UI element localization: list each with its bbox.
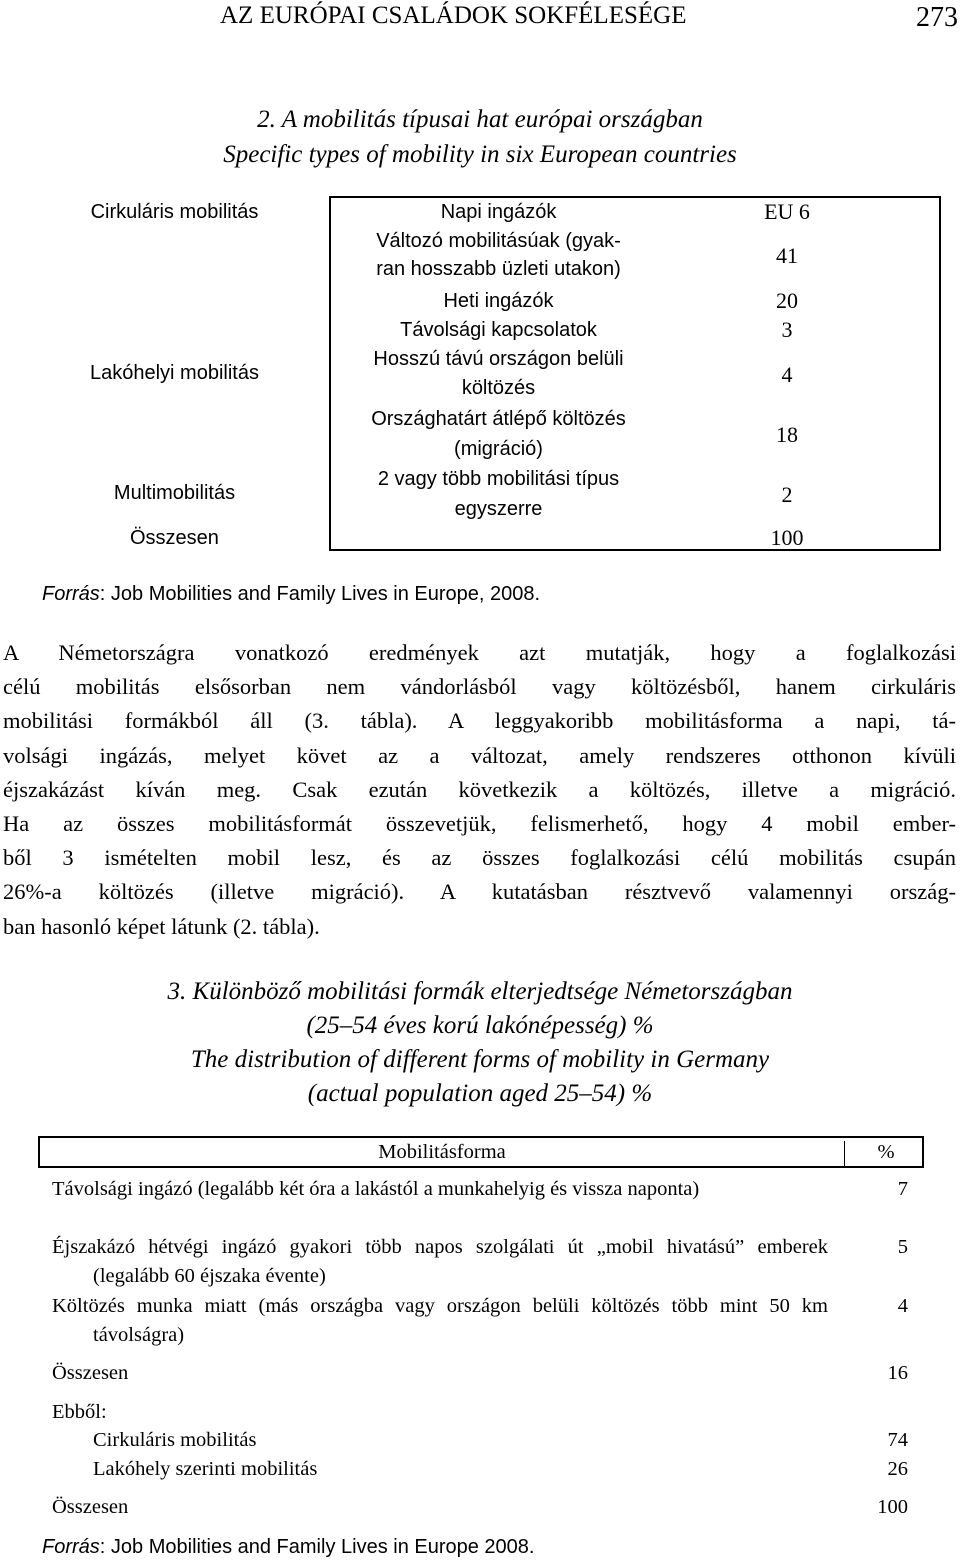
- group-residential: Lakóhelyi mobilitás: [90, 362, 259, 384]
- table2-header: [38, 1136, 924, 1168]
- body-line: mobilitási formákból áll (3. tábla). A leggyakoribb mobilitásforma a napi, tá-: [3, 708, 956, 734]
- row-circular: Cirkuláris mobilitás: [93, 1429, 257, 1451]
- body-line: A Németországra vonatkozó eredmények azt mutatják, hogy a foglalkozási: [3, 640, 956, 665]
- type-multi-1: 2 vagy több mobilitási típus: [377, 468, 620, 490]
- row-value: 74: [887, 1429, 908, 1451]
- body-paragraph: [3, 636, 956, 944]
- body-line: ban hasonló képet látunk (2. tábla).: [3, 913, 320, 939]
- row-text: [52, 1292, 828, 1350]
- body-line: 26%-a költözés (illetve migráció). A kutatásban résztvevő valamennyi ország-: [3, 879, 956, 905]
- value-domestic: 4: [781, 362, 793, 387]
- type-migration-1: Országhatárt átlépő költözés: [371, 408, 626, 430]
- body-line: volsági ingázás, melyet követ az a változat, amely rendszeres otthonon kívüli: [3, 742, 956, 768]
- table1-caption-en: Specific types of mobility in six European countries: [223, 141, 737, 168]
- value-variable: 41: [776, 243, 798, 268]
- mobility-types-table: [2, 196, 940, 551]
- body-line: Ha az összes mobilitásformát összevetjük, felismerhető, hogy 4 mobil ember-: [3, 810, 956, 836]
- body-line: éjszakázást kíván meg. Csak ezután következik a költözés, illetve a migráció.: [3, 776, 956, 802]
- type-migration-2: (migráció): [454, 438, 543, 460]
- source-text: : Job Mobilities and Family Lives in Europe 2008.: [99, 1536, 535, 1558]
- type-daily: Napi ingázók: [440, 201, 557, 223]
- table2-caption-en-2: (actual population aged 25–54) %: [307, 1080, 653, 1107]
- table2-caption-hu-2: (25–54 éves korú lakónépesség) %: [306, 1012, 654, 1039]
- table2-source: [42, 1536, 534, 1559]
- value-long-distance: 3: [781, 317, 793, 342]
- row-total-1: Összesen: [52, 1362, 129, 1384]
- row-value: 5: [897, 1236, 908, 1258]
- table2-caption-en-1: The distribution of different forms of mobility in Germany: [190, 1046, 770, 1073]
- body-line: célú mobilitás elsősorban nem vándorlásból vagy költözésből, hanem cirkuláris: [3, 674, 956, 700]
- row-text-b: emberek (legalább 60 éjszaka évente): [93, 1236, 829, 1287]
- value-weekly: 20: [776, 288, 798, 313]
- row-value: 16: [887, 1362, 908, 1384]
- row-overnight-commuter: [52, 1233, 828, 1291]
- type-domestic-2: költözés: [461, 377, 536, 399]
- row-text-a: Költözés munka miatt (más országba vagy országon belüli költözés több: [52, 1295, 708, 1317]
- row-value: 4: [897, 1295, 908, 1317]
- value-total: 100: [770, 525, 804, 550]
- row-of-which: Ebből:: [52, 1401, 107, 1423]
- source-text: : Job Mobilities and Family Lives in Europe, 2008.: [99, 583, 541, 605]
- type-variable-2: ran hosszabb üzleti utakon): [376, 258, 621, 280]
- row-relocation: [52, 1292, 828, 1350]
- header-percent: %: [844, 1141, 927, 1167]
- row-text-b: naponta): [627, 1178, 700, 1200]
- row-text-a: Távolsági ingázó (legalább két óra a lakástól a munkahelyig és vissza: [52, 1178, 623, 1200]
- type-variable-1: Változó mobilitásúak (gyak-: [376, 230, 621, 252]
- source-label: Forrás: [42, 1536, 100, 1558]
- value-migration: 18: [776, 422, 798, 447]
- header-mobility-form: Mobilitásforma: [378, 1141, 506, 1163]
- row-total-2: Összesen: [52, 1496, 129, 1518]
- row-value: 7: [897, 1178, 908, 1200]
- header-title: AZ EURÓPAI CSALÁDOK SOKFÉLESÉGE: [220, 2, 687, 29]
- row-text: [52, 1233, 828, 1291]
- table1-source: [42, 583, 540, 606]
- table1-caption-hu: 2. A mobilitás típusai hat európai országban: [257, 106, 703, 133]
- table2-caption: [0, 975, 960, 1111]
- type-domestic-1: Hosszú távú országon belüli: [373, 348, 624, 370]
- row-text-a: Éjszakázó hétvégi ingázó gyakori több napos szolgálati út „mobil hivatású”: [52, 1236, 745, 1258]
- group-circular: Cirkuláris mobilitás: [90, 201, 259, 223]
- type-weekly: Heti ingázók: [443, 290, 554, 312]
- column-header-eu6: EU 6: [764, 199, 810, 224]
- page-number: 273: [916, 2, 958, 33]
- table1-caption: [0, 102, 960, 172]
- row-text: [52, 1175, 828, 1204]
- row-residential: Lakóhely szerinti mobilitás: [93, 1458, 318, 1480]
- group-total: Összesen: [130, 527, 219, 549]
- value-multi: 2: [781, 482, 793, 507]
- type-long-distance: Távolsági kapcsolatok: [400, 319, 597, 341]
- row-text-b: mint 50 km távolságra): [93, 1295, 829, 1346]
- row-long-distance-commuter: [52, 1175, 828, 1204]
- row-value: 26: [887, 1458, 908, 1480]
- body-line: ből 3 ismételten mobil lesz, és az összes foglalkozási célú mobilitás csupán: [3, 845, 956, 871]
- row-value: 100: [877, 1496, 908, 1518]
- group-multi: Multimobilitás: [113, 482, 236, 504]
- source-label: Forrás: [42, 583, 100, 605]
- table2-caption-hu-1: 3. Különböző mobilitási formák elterjedtsége Németországban: [167, 978, 793, 1005]
- type-multi-2: egyszerre: [454, 498, 543, 520]
